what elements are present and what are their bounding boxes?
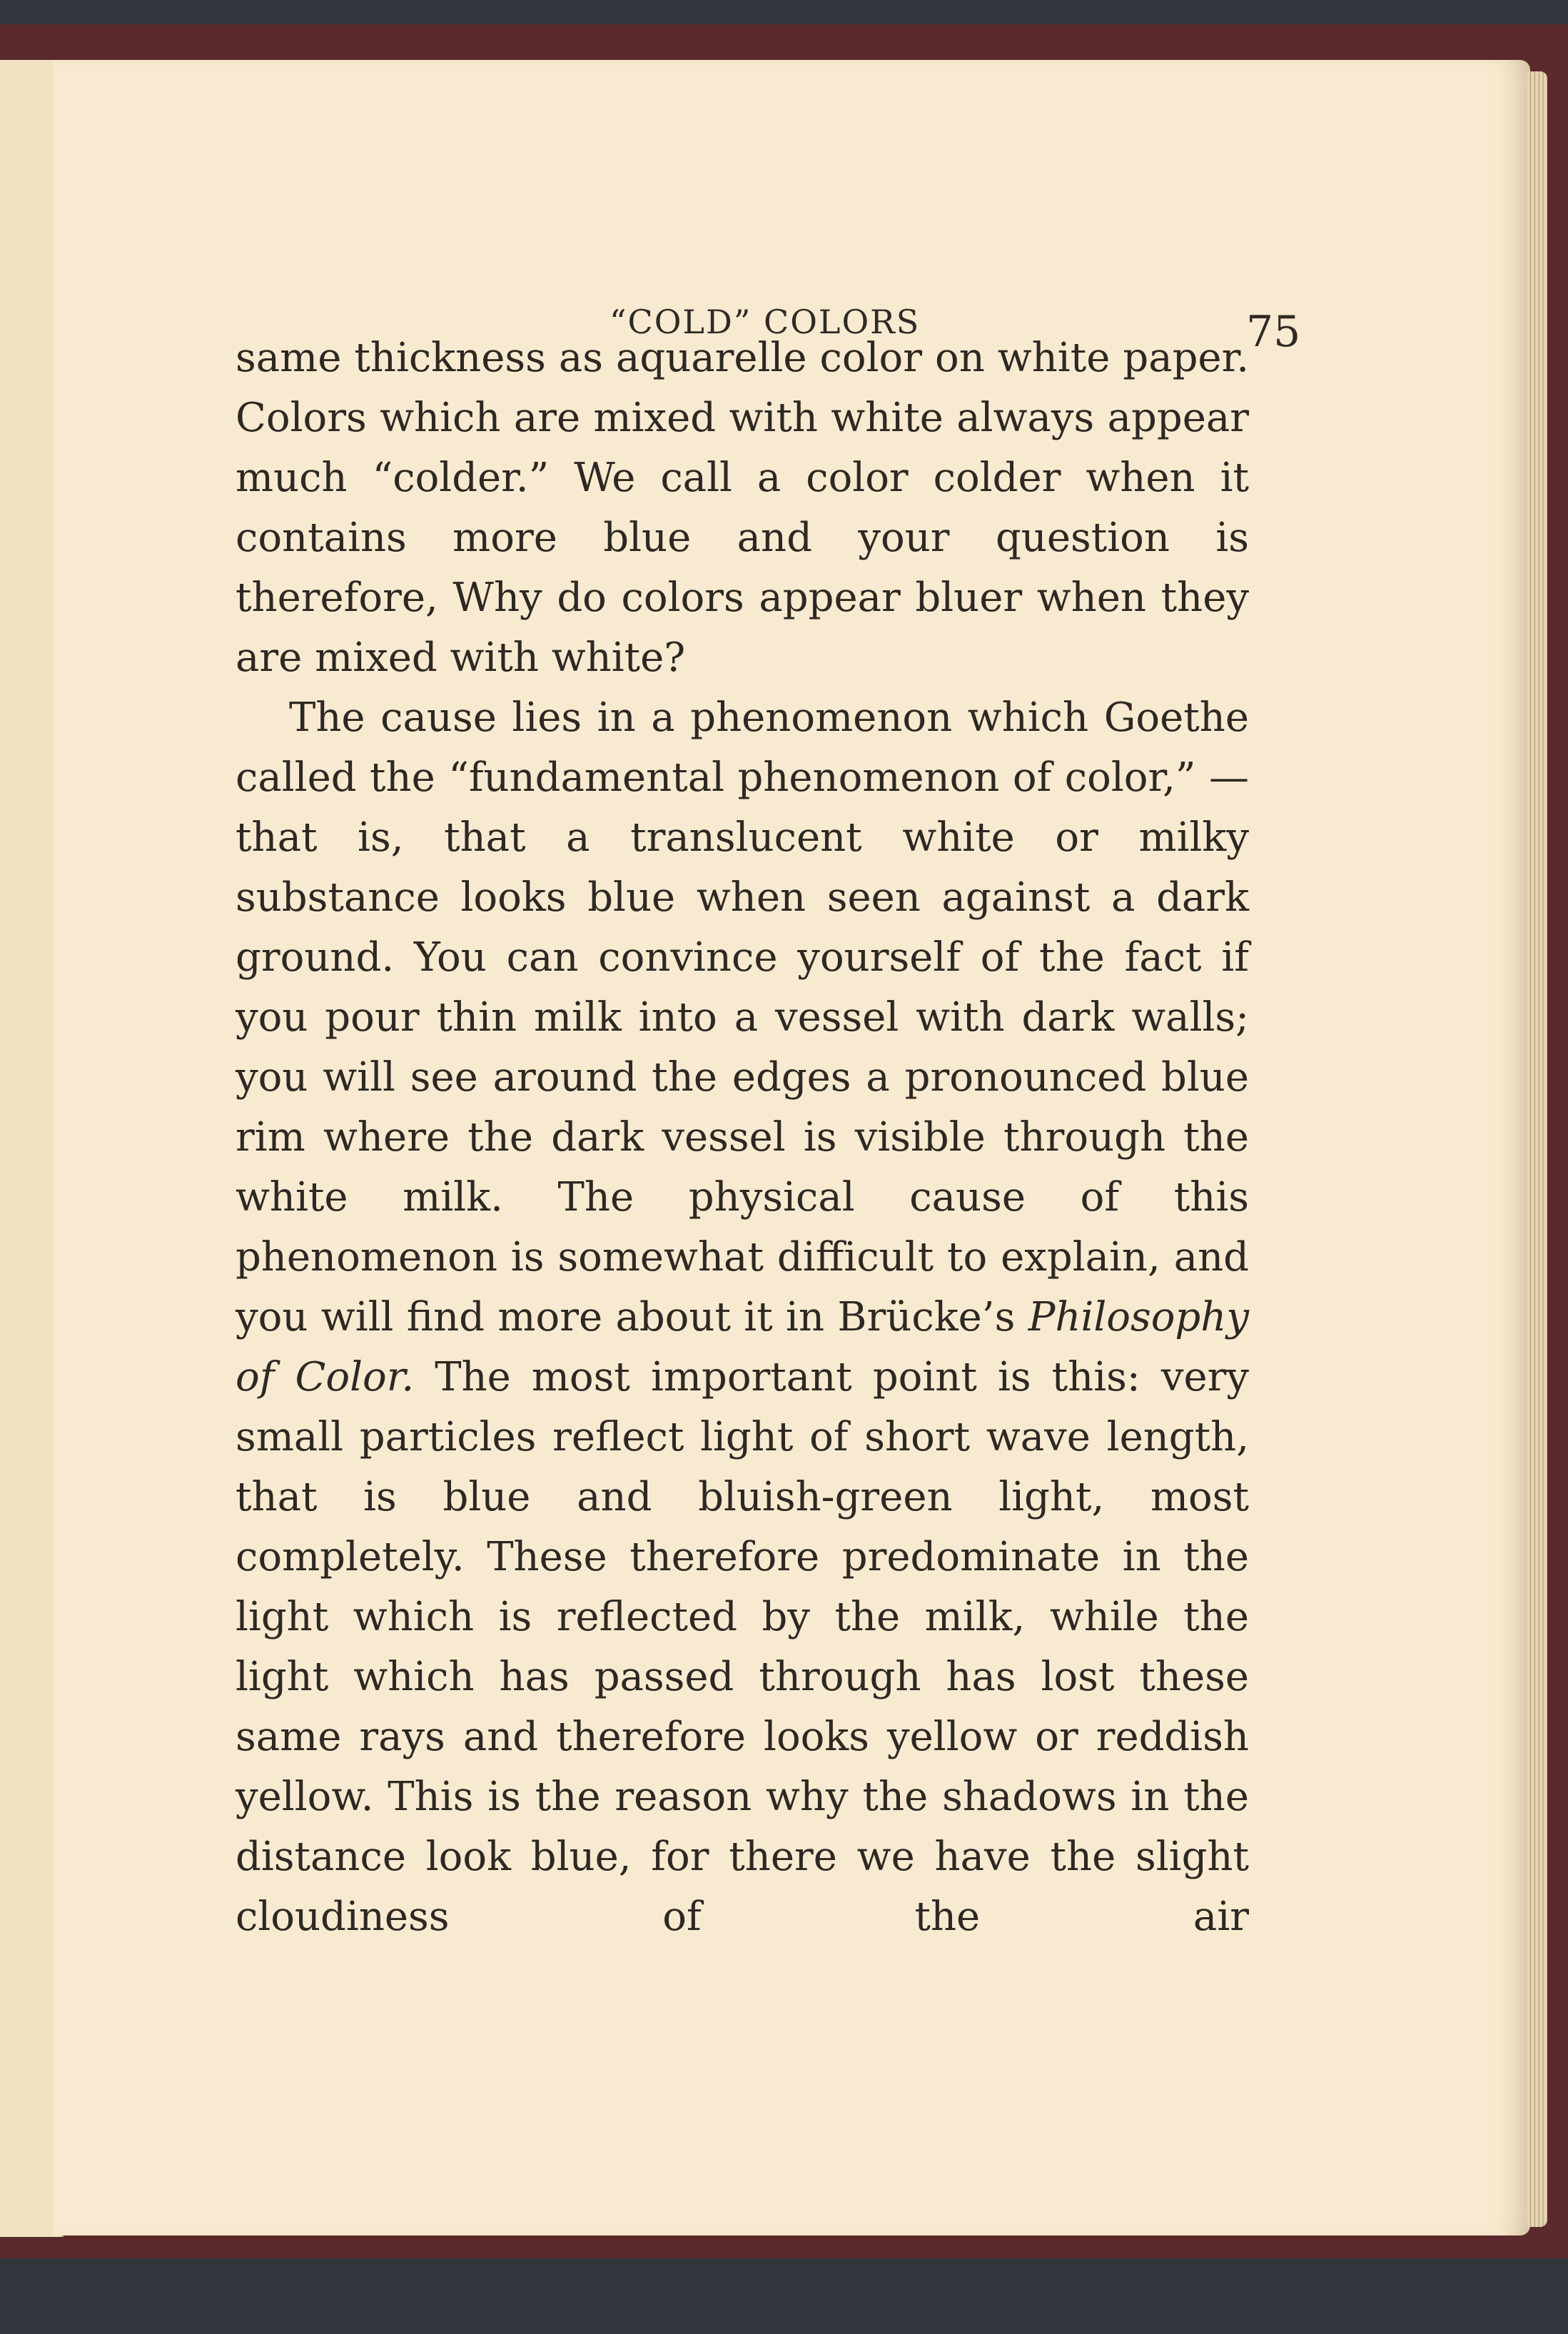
page-number: 75 [1246, 307, 1301, 357]
paragraph-2-part-2: The most important point is this: very small particles reflect light of short wave length, that is blue and bluish-green light, most completely. These therefore predominate in the light which is reflected by the milk, while the light which has passed through has lost these same rays and therefore looks yellow or reddish yellow. This is the reason why the shadows in the distance look blue, for there we have the slight cloudiness of the air [236, 1354, 1249, 1940]
book-title: Philosophy of Color. [236, 1294, 1249, 1400]
page-stack-edge [1527, 71, 1547, 2227]
running-head: “COLD” COLORS [610, 303, 921, 341]
body-text [236, 328, 1249, 1947]
paragraph-2 [236, 688, 1249, 1947]
paragraph-2-part-1: The cause lies in a phenomenon which Goethe called the “fundamental phenomenon of color,” — that is, that a translucent white or milky substance looks blue when seen against a dark ground. You can convince yourself of the fact if you pour thin milk into a vessel with dark walls; you will see around the edges a pronounced blue rim where the dark vessel is visible through the white milk. The physical cause of this phenomenon is somewhat difficult to explain, and you will find more about it in Brücke’s [236, 694, 1249, 1340]
paragraph-1: same thickness as aquarelle color on white paper. Colors which are mixed with white always appear much “colder.” We call a color colder when it contains more blue and your question is therefore, Why do colors appear bluer when they are mixed with white? [236, 335, 1249, 681]
